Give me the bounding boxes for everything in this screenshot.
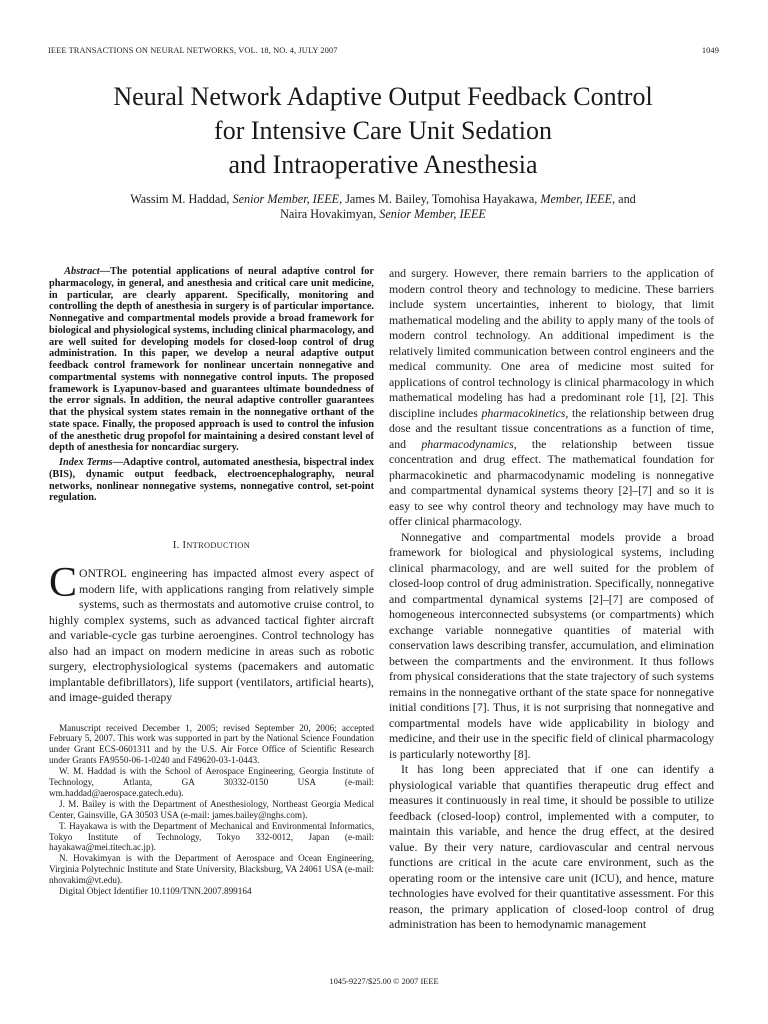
drop-cap: C — [49, 560, 78, 606]
paper-title — [30, 80, 736, 182]
footnote-affiliation: T. Hayakawa is with the Department of Mechanical and Environmental Informatics, Tokyo Institute of Technology, Tokyo 332-0012, Japan (e-mail: hayakawa@mei.titech.ac.jp). — [49, 820, 374, 853]
section-number: I. — [172, 540, 180, 551]
page-number: 1049 — [701, 46, 719, 55]
section-title-initial: I — [182, 540, 187, 551]
abstract-heading: Abstract — [64, 266, 100, 277]
body-paragraph: Nonnegative and compartmental models provide a broad framework for biological and physiological systems, including clinical pharmacology, and are well suited for the problem of closed-loop control of drug administration. Specifically, nonnegative and compartmental dynamical systems [2]–[7] are composed of homogeneous interconnected subsystems (or compartments) which exchange variable nonnegative quantities of material with conservation laws describing transfer, accumulation, and elimination between the compartments and the environment. It thus follows from physical considerations that the state trajectory of such systems remains in the nonnegative orthant of the state space for nonnegative initial conditions [7]. Thus, it is not surprising that nonnegative and compartmental models have wide applicability in biology and medicine, and their use in the specific field of clinical pharmacology is particularly noteworthy [8]. — [389, 529, 714, 761]
title-line-1: Neural Network Adaptive Output Feedback Control — [113, 82, 653, 111]
paragraph-text: , the relationship between tissue concentration and drug effect. The mathematical foundation for pharmacokinetic and pharmacodynamic modeling is nonnegative and compartmental dynamical systems theory [2]–[7] and so it is easy to see why control theory and technology may have much to offer clinical pharmacology. — [389, 436, 715, 528]
index-terms: Index Terms—Adaptive control, automated anesthesia, bispectral index (BIS), dynamic output feedback, electroencephalography, neural networks, nonlinear nonnegative systems, nonnegative control, set-point regulation. — [49, 457, 374, 504]
footnote-affiliation: W. M. Haddad is with the School of Aerospace Engineering, Georgia Institute of Technology, Atlanta, GA 30332-0150 USA (e-mail: wm.haddad@aerospace.gatech.edu). — [49, 766, 374, 798]
copyright-line: 1045-9227/$25.00 © 2007 IEEE — [329, 977, 439, 986]
author-role: Senior Member, IEEE — [232, 192, 340, 206]
author-name: Wassim M. Haddad — [130, 192, 227, 206]
emphasized-term: pharmacokinetics — [481, 405, 566, 420]
author-name: Naira Hovakimyan — [280, 206, 374, 221]
footnote-manuscript: Manuscript received December 1, 2005; revised September 20, 2006; accepted February 5, 2007. This work was supported in part by the National Science Foundation under Grant ECS-0601311 and by the U.S. Air Force Office of Scientific Research under Grants FA9550-06-1-0240 and F49620-03-1-0443. — [49, 722, 374, 766]
author-role: Member, IEEE — [540, 192, 613, 206]
abstract-text: The potential applications of neural adaptive control for pharmacology, in general, and anesthesia and critical care unit medicine, in particular, are clearly apparent. Specifically, monitoring and controlling the depth of anesthesia in surgery is of particular importance. Nonnegative and compartmental models provide a broad framework for biological and physiological systems, including clinical pharmacology, and are well suited for developing models for closed-loop control of drug administration. In this paper, we develop a neural adaptive output feedback control framework for nonlinear uncertain nonnegative and compartmental systems with nonnegative control inputs. The proposed framework is Lyapunov-based and guarantees ultimate boundedness of the error signals. In addition, the neural adaptive controller guarantees that the physical system states remain in the nonnegative orthant of the state space. Finally, the proposed approach is used to control the infusion of the anesthetic drug propofol for maintaining a desired constant level of depth of anesthesia for noncardiac surgery. — [49, 266, 374, 454]
intro-paragraph-text: ONTROL engineering has impacted almost every aspect of modern life, with applications ranging from relatively simple systems, such as thermostats and automotive cruise control, to highly complex systems, such as advanced tactical fighter aircraft and variable-cycle gas turbine aeroengines. Control technology has also had an impact on modern medicine in areas such as robotic surgery, electrophysiological systems (pacemakers and automatic implantable defibrillators), life support (ventilators, artificial hearts), and image-guided therapy — [49, 566, 374, 704]
footnotes — [49, 723, 374, 898]
footnote-affiliation: J. M. Bailey is with the Department of Anesthesiology, Northeast Georgia Medical Center, Gainsville, GA 30503 USA (e-mail: james.bailey@nghs.com). — [49, 798, 374, 820]
paragraph-text: , the relationship between drug dose and the resultant tissue concentrations as a function of time, and — [389, 405, 714, 451]
abstract: Abstract—The potential applications of neural adaptive control for pharmacology, in general, and anesthesia and critical care unit medicine, in particular, are clearly apparent. Specifically, monitoring and controlling the depth of anesthesia in surgery is of particular importance. Nonnegative and compartmental models provide a broad framework for biological and physiological systems, including clinical pharmacology, and are well suited for developing models for closed-loop control of drug administration. In this paper, we develop a neural adaptive output feedback control framework for nonlinear uncertain nonnegative and compartmental systems with nonnegative control inputs. The proposed framework is Lyapunov-based and guarantees ultimate boundedness of the error signals. In addition, the neural adaptive controller guarantees that the physical system states remain in the nonnegative orthant of the state space. Finally, the proposed approach is used to control the infusion of the anesthetic drug propofol for maintaining a desired constant level of depth of anesthesia for noncardiac surgery. — [49, 266, 374, 454]
emphasized-term: pharmacodynamics — [421, 436, 514, 451]
index-terms-heading: Index Terms — [59, 457, 113, 468]
title-line-2: for Intensive Care Unit Sedation — [214, 116, 552, 145]
section-title-rest: NTRODUCTION — [186, 541, 251, 550]
paragraph-text: and surgery. However, there remain barriers to the application of modern control theory and technology to medicine. These barriers include system uncertainties, inherent to biology, that limit mathematical modeling and the ability to apply many of the tools of modern control technology. An additional impediment is the relatively limited communication between control engineers and the medical community. One area of medicine most suited for applications of control technology is clinical pharmacology in which mathematical modeling has had a predominant role [1], [2]. This discipline includes — [389, 266, 714, 420]
author-list: Wassim M. Haddad, Senior Member, IEEE, James M. Bailey, Tomohisa Hayakawa, Member, IEEE, and Naira Hovakimyan, Senior Member, IEEE — [130, 192, 636, 221]
footnote-doi: Digital Object Identifier 10.1109/TNN.2007.899164 — [59, 886, 252, 897]
left-column — [49, 266, 374, 897]
title-line-3: and Intraoperative Anesthesia — [228, 150, 538, 179]
index-terms-text: Adaptive control, automated anesthesia, bispectral index (BIS), dynamic output feedback, electroencephalography, neural networks, nonlinear nonnegative systems, nonnegative control, set-point regulation. — [49, 457, 374, 504]
section-heading — [49, 540, 374, 551]
body-paragraph: It has long been appreciated that if one can identify a physiological variable that quantifies therapeutic drug effect and measures it continuously in real time, it should be possible to utilize feedback (closed-loop) control, implemented with a computer, to maintain this variable, and hence the drug effect, at the desired value. By their very nature, cardiovascular and central nervous functions are critical in the acute care environment, such as the operating room or the intensive care unit (ICU), and hence, mature technologies have evolved for their quantitative assessment. For this reason, the primary application of closed-loop control of drug administration has been to hemodynamic management — [389, 762, 714, 931]
author-name: Tomohisa Hayakawa — [431, 192, 535, 206]
right-column — [389, 266, 714, 933]
body-paragraph — [389, 266, 714, 530]
footnote-affiliation: N. Hovakimyan is with the Department of Aerospace and Ocean Engineering, Virginia Polytechnic Institute and State University, Blacksburg, VA 24061 USA (e-mail: nhovakim@vt.edu). — [49, 853, 374, 886]
author-role: Senior Member, IEEE — [379, 206, 486, 221]
journal-running-title: IEEE TRANSACTIONS ON NEURAL NETWORKS, VOL. 18, NO. 4, JULY 2007 — [48, 46, 338, 55]
running-head — [48, 46, 719, 58]
intro-paragraph — [49, 560, 374, 706]
author-name: James M. Bailey — [345, 192, 426, 206]
